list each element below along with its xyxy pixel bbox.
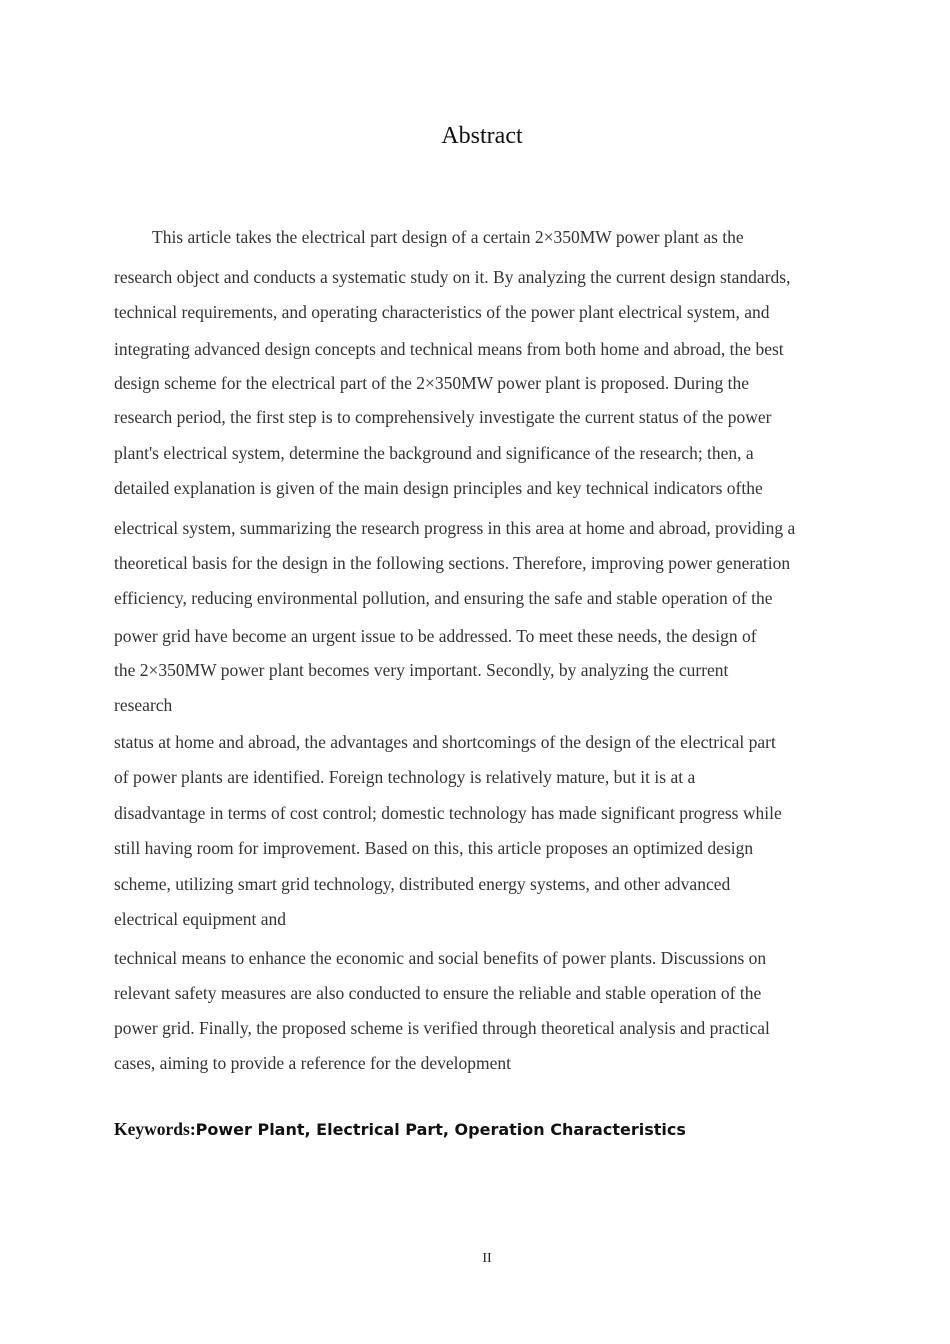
abstract-line: technical requirements, and operating characteristics of the power plant electrical system, and [114, 302, 770, 322]
abstract-line: of power plants are identified. Foreign technology is relatively mature, but it is at a [114, 767, 696, 787]
abstract-line: power grid have become an urgent issue to be addressed. To meet these needs, the design of [114, 626, 757, 646]
abstract-line: disadvantage in terms of cost control; domestic technology has made significant progress while [114, 803, 782, 823]
abstract-line: research object and conducts a systematic study on it. By analyzing the current design standards, [114, 267, 791, 287]
abstract-line: relevant safety measures are also conducted to ensure the reliable and stable operation of the [114, 983, 762, 1003]
abstract-line: detailed explanation is given of the main design principles and key technical indicators ofthe [114, 478, 763, 498]
keywords-label: Keywords: [114, 1119, 196, 1139]
abstract-line: cases, aiming to provide a reference for the development [114, 1053, 511, 1073]
abstract-line: the 2×350MW power plant becomes very important. Secondly, by analyzing the current [114, 660, 729, 680]
abstract-line: integrating advanced design concepts and technical means from both home and abroad, the best [114, 339, 784, 359]
abstract-line: research [114, 695, 173, 715]
abstract-line: electrical equipment and [114, 909, 287, 929]
abstract-line: design scheme for the electrical part of the 2×350MW power plant is proposed. During the [114, 373, 749, 393]
abstract-line: theoretical basis for the design in the following sections. Therefore, improving power generation [114, 553, 791, 573]
abstract-line: still having room for improvement. Based on this, this article proposes an optimized design [114, 838, 754, 858]
abstract-line: plant's electrical system, determine the background and significance of the research; then, a [114, 443, 754, 463]
page-number: II [482, 1251, 492, 1266]
abstract-line: status at home and abroad, the advantages and shortcomings of the design of the electrical part [114, 732, 776, 752]
abstract-line: scheme, utilizing smart grid technology, distributed energy systems, and other advanced [114, 874, 731, 894]
keywords-value: Power Plant, Electrical Part, Operation Characteristics [195, 1120, 686, 1139]
abstract-line: electrical system, summarizing the research progress in this area at home and abroad, providing a [114, 518, 796, 538]
abstract-line: research period, the first step is to comprehensively investigate the current status of the power [114, 407, 772, 427]
abstract-line: technical means to enhance the economic and social benefits of power plants. Discussions on [114, 948, 767, 968]
abstract-title: Abstract [441, 123, 523, 149]
keywords-line [114, 1119, 686, 1140]
abstract-line: power grid. Finally, the proposed scheme is verified through theoretical analysis and practical [114, 1018, 770, 1038]
abstract-line: This article takes the electrical part design of a certain 2×350MW power plant as the [152, 227, 744, 247]
abstract-line: efficiency, reducing environmental pollution, and ensuring the safe and stable operation of the [114, 588, 773, 608]
